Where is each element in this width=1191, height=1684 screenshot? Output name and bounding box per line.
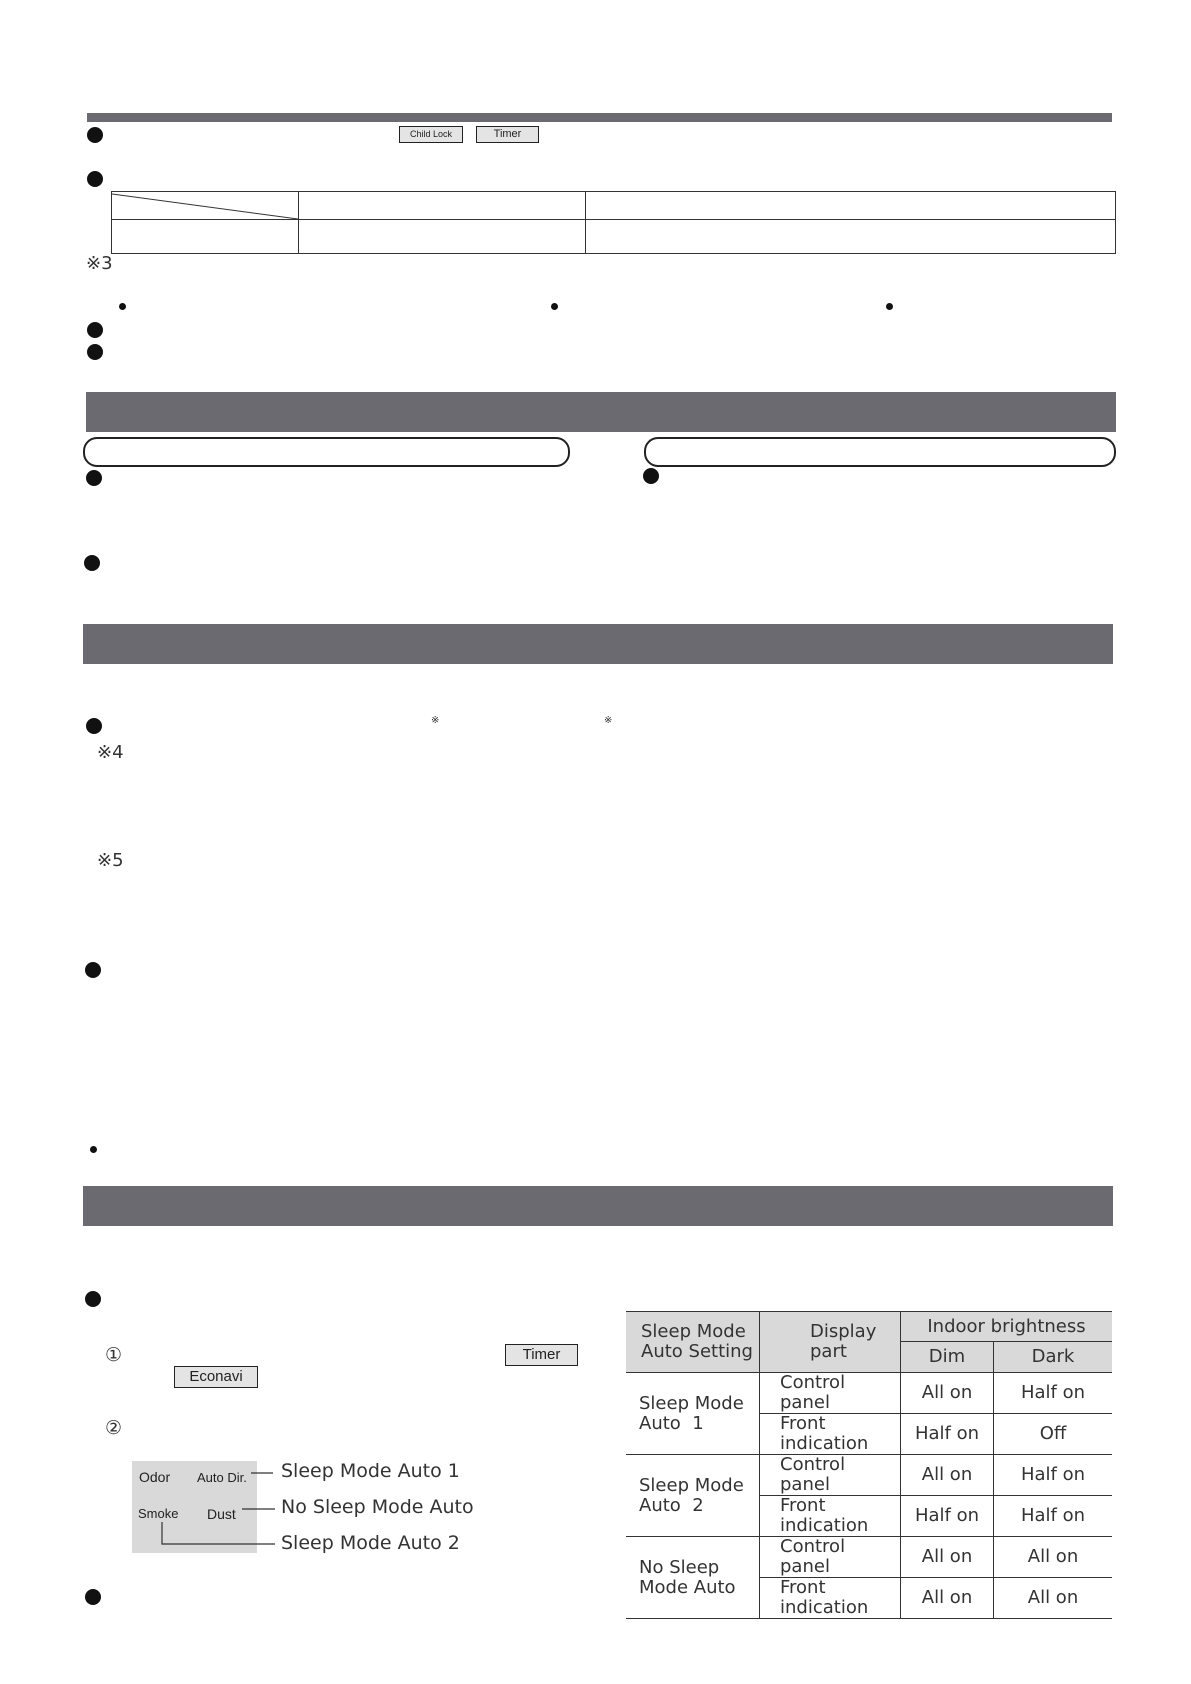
table-cell	[586, 192, 1116, 220]
header-dim: Dim	[901, 1342, 994, 1373]
section-header-band	[83, 1186, 1113, 1226]
note-4-mark: ※4	[97, 742, 124, 763]
bullet-dot	[84, 555, 100, 571]
table-cell	[112, 220, 299, 254]
section-header-band	[86, 392, 1116, 432]
table-cell	[299, 220, 586, 254]
top-rule	[87, 113, 1112, 122]
bullet-dot	[86, 718, 102, 734]
bullet-dot	[87, 344, 103, 360]
group-sleep-mode-auto-1: Sleep Mode Auto 1	[626, 1373, 760, 1455]
group-sleep-mode-auto-2: Sleep Mode Auto 2	[626, 1455, 760, 1537]
row-dim-value: All on	[901, 1373, 994, 1414]
smoke-lamp-label: Smoke	[138, 1506, 179, 1521]
diagonal-line	[112, 192, 298, 220]
superscript-mark: ※	[431, 715, 440, 726]
table-cell	[299, 192, 586, 220]
bullet-dot	[87, 127, 103, 143]
row-display-part: Control panel	[760, 1537, 901, 1578]
bullet-dot	[86, 470, 102, 486]
bullet-small	[551, 303, 558, 310]
header-dark: Dark	[994, 1342, 1113, 1373]
note-5-mark: ※5	[97, 850, 124, 871]
blank-table	[111, 191, 1116, 254]
row-dim-value: All on	[901, 1455, 994, 1496]
bullet-dot	[87, 171, 103, 187]
odor-lamp-label: Odor	[139, 1469, 171, 1485]
header-display-part: Display part	[760, 1312, 901, 1373]
group-no-sleep-mode-auto: No Sleep Mode Auto	[626, 1537, 760, 1619]
row-dark-value: Half on	[1020, 1505, 1086, 1526]
header-indoor-brightness: Indoor brightness	[901, 1312, 1113, 1342]
note-3-mark: ※3	[86, 253, 113, 274]
diagonal-header-cell	[112, 192, 299, 220]
bullet-small	[886, 303, 893, 310]
step-2-number: ②	[105, 1417, 123, 1439]
sleep-mode-table	[626, 1311, 1112, 1619]
row-display-part: Front indication	[760, 1578, 901, 1619]
child-lock-button-icon: Child Lock	[399, 126, 463, 143]
superscript-mark: ※	[604, 715, 613, 726]
subheading-pill-right	[644, 437, 1116, 467]
sleep-mode-auto-2-label: Sleep Mode Auto 2	[281, 1532, 460, 1554]
row-dark-value: All on	[994, 1537, 1113, 1578]
timer-button-icon-large: Timer	[505, 1344, 578, 1366]
auto-dir-lamp-label: Auto Dir.	[197, 1470, 247, 1485]
row-display-part: Control panel	[760, 1373, 901, 1414]
section-header-band	[83, 624, 1113, 664]
bullet-small	[119, 303, 126, 310]
econavi-button-icon: Econavi	[174, 1366, 258, 1388]
timer-button-icon: Timer	[476, 126, 539, 143]
step-1-number: ①	[105, 1344, 123, 1366]
bullet-dot	[85, 1589, 101, 1605]
row-display-part: Front indication	[760, 1496, 901, 1537]
sleep-mode-auto-1-label: Sleep Mode Auto 1	[281, 1460, 460, 1482]
subheading-pill-left	[83, 437, 570, 467]
row-dark-value: Off	[1039, 1423, 1067, 1444]
table-cell	[586, 220, 1116, 254]
row-dark-value: All on	[994, 1578, 1113, 1619]
row-display-part: Front indication	[760, 1414, 901, 1455]
bullet-dot	[85, 962, 101, 978]
bullet-dot	[643, 468, 659, 484]
dust-lamp-label: Dust	[207, 1506, 236, 1522]
header-sleep-mode-setting: Sleep Mode Auto Setting	[626, 1312, 760, 1373]
row-dark-value: Half on	[994, 1373, 1113, 1414]
bullet-dot	[87, 322, 103, 338]
bullet-dot	[85, 1291, 101, 1307]
row-dark-value: Half on	[994, 1455, 1113, 1496]
row-dim-value: Half on	[901, 1496, 994, 1537]
leader-lines	[150, 1460, 280, 1560]
row-dim-value: Half on	[901, 1414, 994, 1455]
no-sleep-mode-auto-label: No Sleep Mode Auto	[281, 1496, 474, 1518]
row-display-part: Control panel	[760, 1455, 901, 1496]
bullet-small	[90, 1146, 97, 1153]
row-dim-value: All on	[901, 1537, 994, 1578]
row-dim-value: All on	[901, 1578, 994, 1619]
